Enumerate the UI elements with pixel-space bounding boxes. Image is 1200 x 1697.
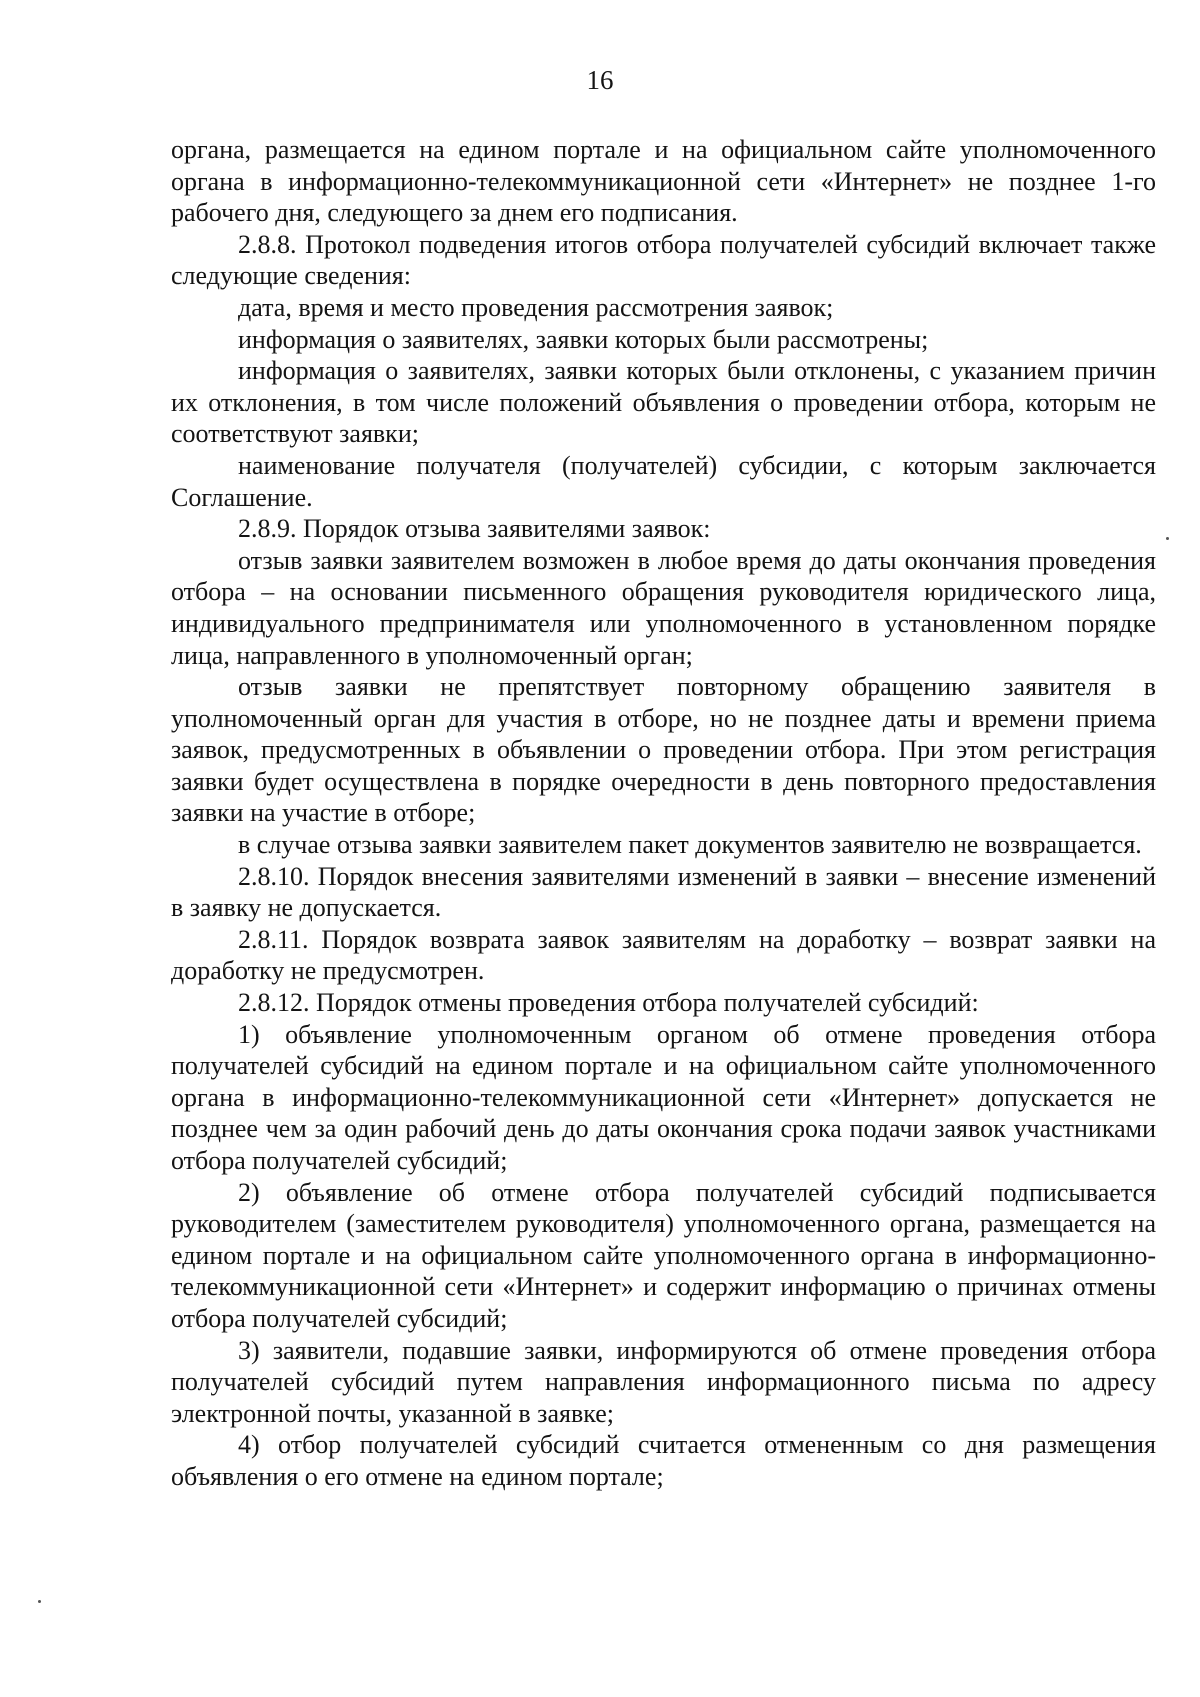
list-item-withdrawal-anytime: отзыв заявки заявителем возможен в любое время до даты окончания проведения отбора – на основании письменного обращения руководителя юридического лица, индивидуального предпринимателя или уполномоченного в установленном порядке лица, направленного в уполномоченный орган; [171,545,1156,670]
list-item-rejected-applicants: информация о заявителях, заявки которых были отклонены, с указанием причин их отклонения, в том числе положений объявления о проведении отбора, которым не соответствуют заявки; [171,356,1156,449]
paragraph-2-8-9: 2.8.9. Порядок отзыва заявителями заявок: [238,514,711,544]
paragraph-2-8-8: 2.8.8. Протокол подведения итогов отбора получателей субсидий включает также следующие сведения: [171,229,1156,291]
paragraph-2-8-12: 2.8.12. Порядок отмены проведения отбора получателей субсидий: [238,988,979,1018]
numbered-item-2: 2) объявление об отмене отбора получателей субсидий подписывается руководителем (заместителем руководителя) уполномоченного органа, размещается на едином портале и на официальном сайте уполномоченного органа в информационно-телекоммуникационной сети «Интернет» и содержит информацию о причинах отмены отбора получателей субсидий; [171,1177,1156,1333]
list-item-reviewed-applicants: информация о заявителях, заявки которых были рассмотрены; [238,324,929,354]
numbered-item-4: 4) отбор получателей субсидий считается отмененным со дня размещения объявления о его отмене на едином портале; [171,1430,1156,1491]
document-body [171,134,1156,1493]
list-item-date-time-place: дата, время и место проведения рассмотрения заявок; [238,292,834,322]
list-item-withdrawal-reapply: отзыв заявки не препятствует повторному обращению заявителя в уполномоченный орган для участия в отборе, но не позднее даты и времени приема заявок, предусмотренных в объявлении о проведении отбора. При этом регистрация заявки будет осуществлена в порядке очередности в день повторного предоставления заявки на участие в отборе; [171,672,1156,828]
list-item-documents-not-returned: в случае отзыва заявки заявителем пакет документов заявителю не возвращается. [238,830,1142,860]
list-item-recipient-name: наименование получателя (получателей) субсидии, с которым заключается Соглашение. [171,450,1156,512]
paragraph-continuation: органа, размещается на едином портале и на официальном сайте уполномоченного органа в информационно-телекоммуникационной сети «Интернет» не позднее 1-го рабочего дня, следующего за днем его подписания. [171,135,1156,228]
numbered-item-1: 1) объявление уполномоченным органом об отмене проведения отбора получателей субсидий на едином портале и на официальном сайте уполномоченного органа в информационно-телекоммуникационной сети «Интернет» допускается не позднее чем за один рабочий день до даты окончания срока подачи заявок участниками отбора получателей субсидий; [171,1019,1156,1175]
paragraph-2-8-11: 2.8.11. Порядок возврата заявок заявителям на доработку – возврат заявки на доработку не предусмотрен. [171,924,1156,986]
scan-speck [38,1600,41,1603]
scan-speck [1166,537,1169,540]
page-number: 16 [586,65,614,95]
numbered-item-3: 3) заявители, подавшие заявки, информируются об отмене проведения отбора получателей субсидий путем направления информационного письма по адресу электронной почты, указанной в заявке; [171,1335,1156,1428]
paragraph-2-8-10: 2.8.10. Порядок внесения заявителями изменений в заявки – внесение изменений в заявку не допускается. [171,861,1156,923]
